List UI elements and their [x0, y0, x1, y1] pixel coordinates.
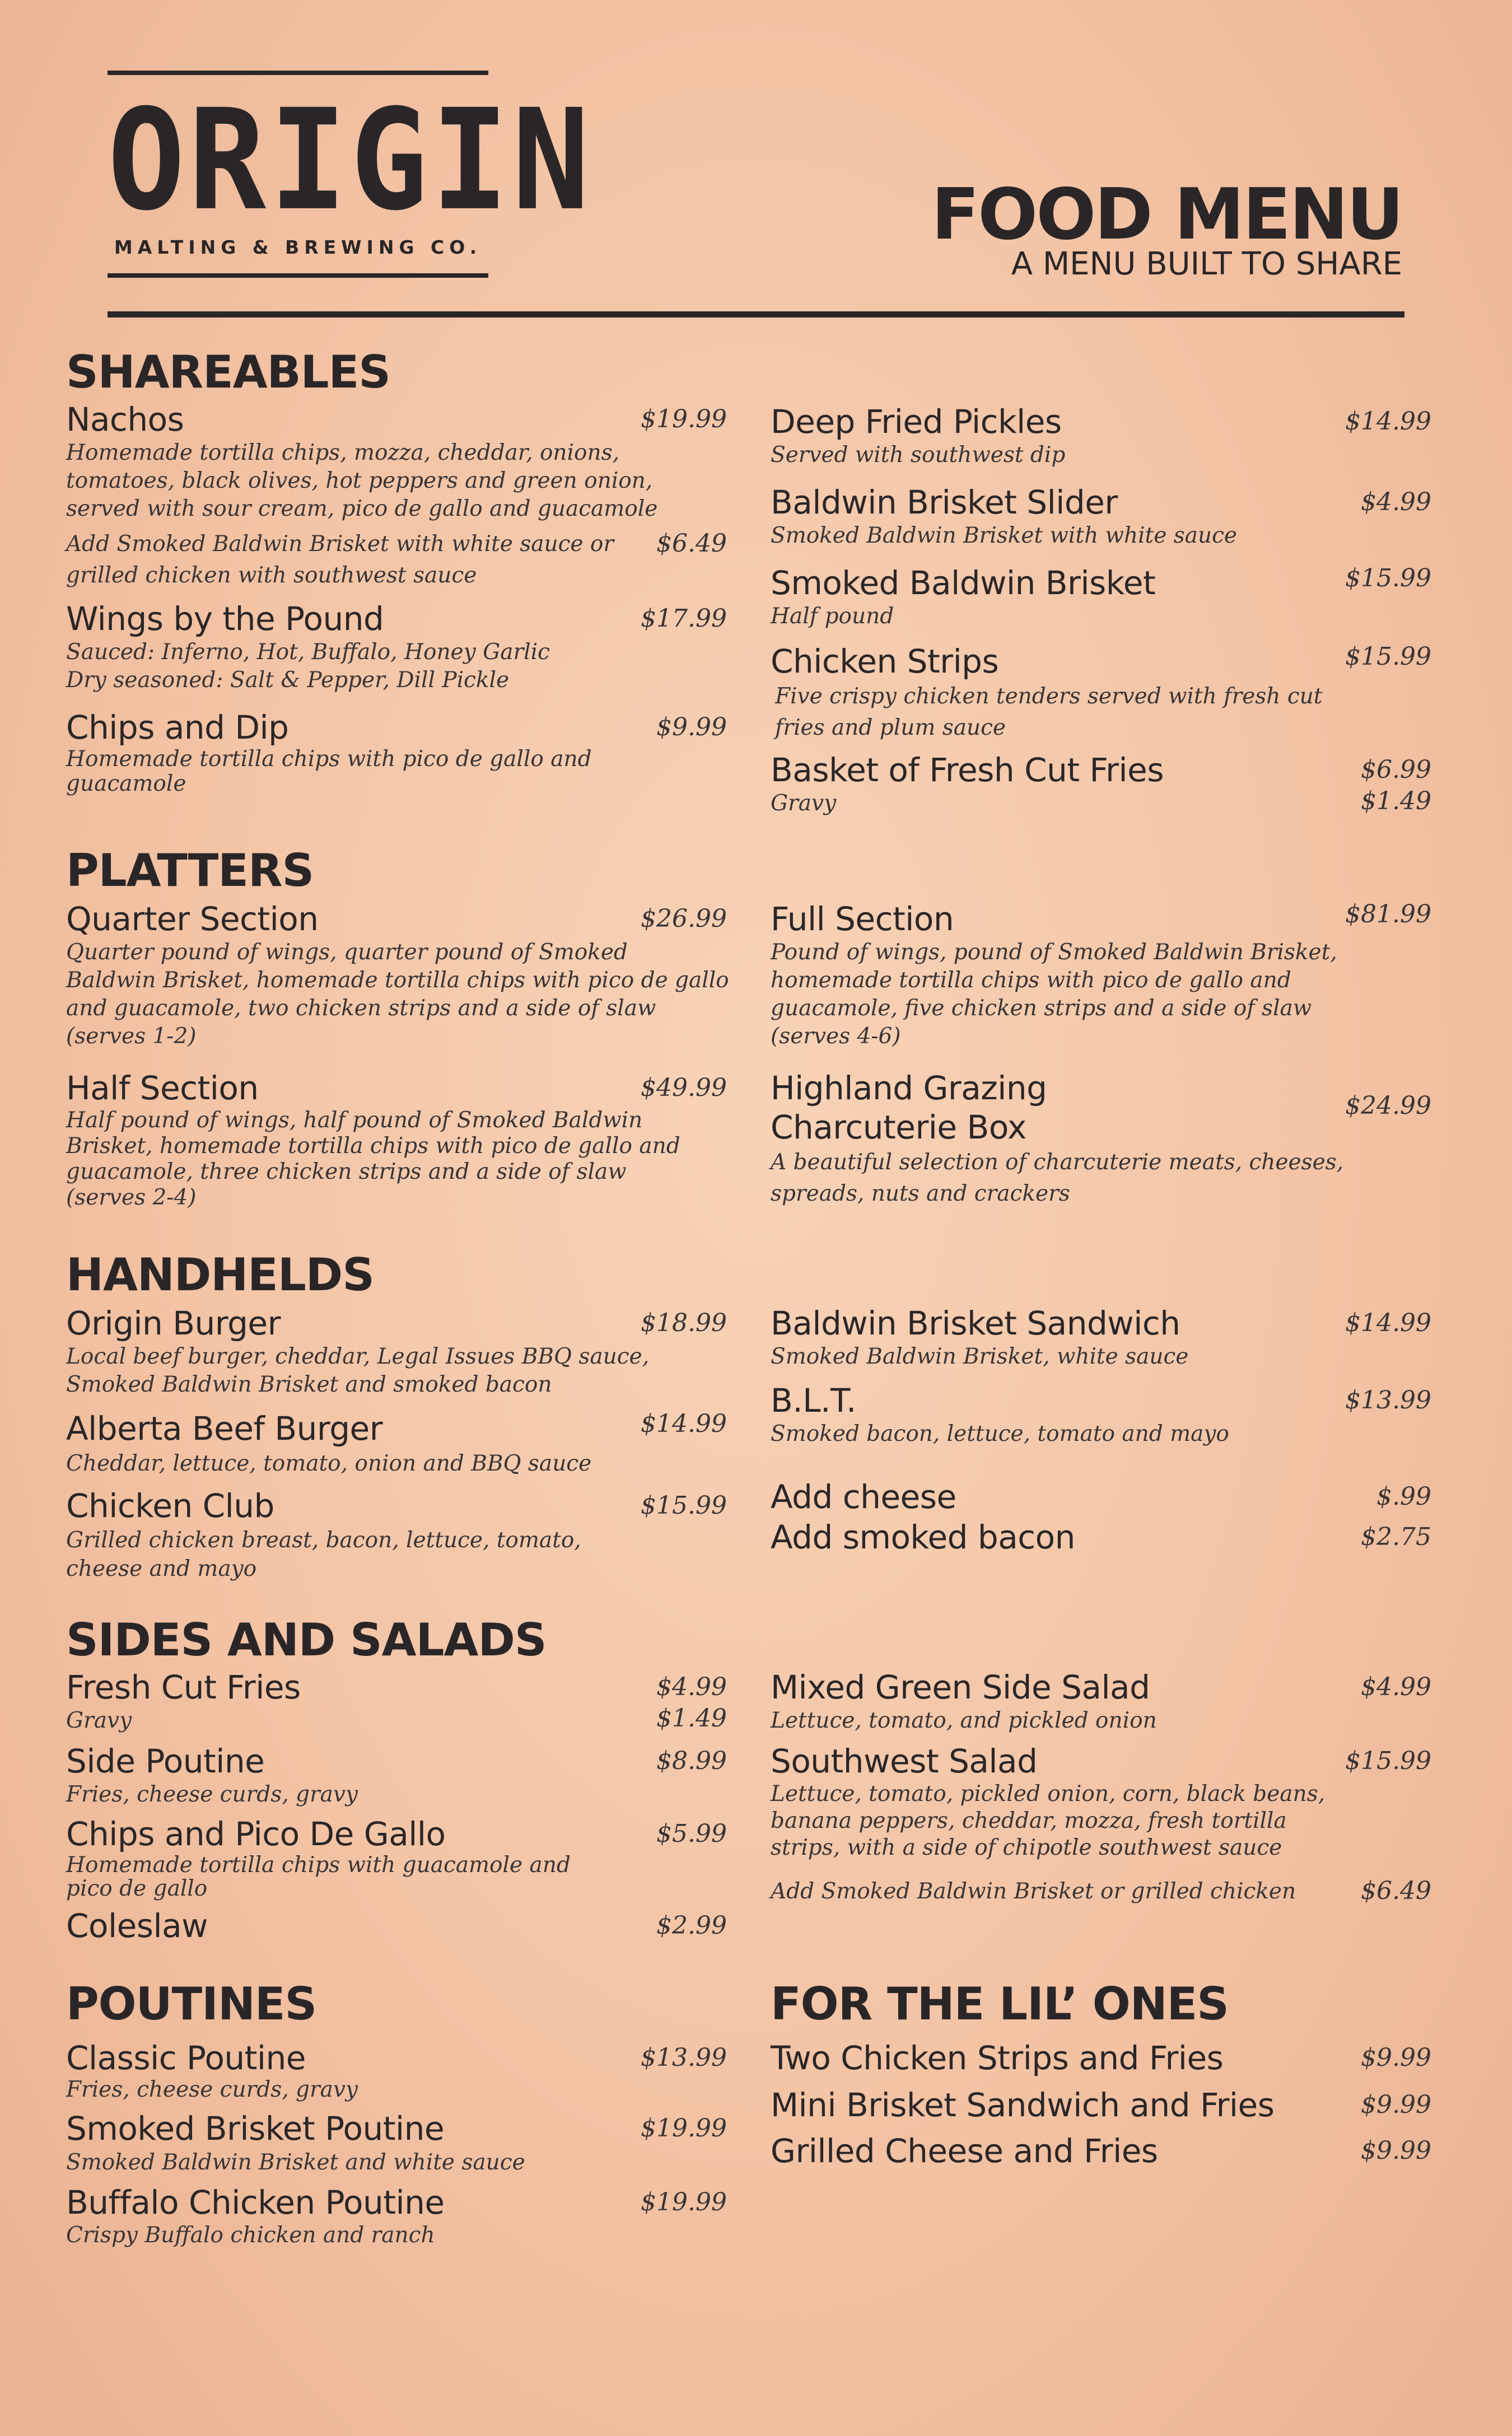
logo-bottom-rule: [108, 273, 488, 278]
item-price: $9.99: [1361, 2043, 1431, 2072]
item-price: $4.99: [1361, 488, 1431, 516]
item-name: Coleslaw: [66, 1907, 208, 1945]
section-heading-handhelds: HANDHELDS: [66, 1249, 374, 1301]
item-price: $2.75: [1361, 1523, 1431, 1551]
item-desc: (serves 1-2): [66, 1024, 197, 1049]
item-name: Half Section: [66, 1069, 259, 1107]
item-name: Baldwin Brisket Sandwich: [771, 1304, 1180, 1342]
menu-item-nachos: [66, 400, 727, 523]
item-desc: Fries, cheese curds, gravy: [66, 1782, 358, 1807]
item-desc: pico de gallo: [66, 1876, 208, 1901]
section-heading-shareables: SHAREABLES: [66, 346, 390, 398]
item-name: Baldwin Brisket Slider: [771, 483, 1118, 521]
item-desc: Gravy: [66, 1708, 132, 1733]
item-price: $18.99: [641, 1309, 727, 1337]
item-desc: Dry seasoned: Salt & Pepper, Dill Pickle: [66, 668, 510, 693]
item-name: Nachos: [66, 400, 184, 438]
item-desc: Baldwin Brisket, homemade tortilla chips with pico de gallo: [66, 968, 729, 993]
item-desc: Smoked Baldwin Brisket with white sauce: [771, 523, 1238, 548]
menu-item-coleslaw: [66, 1906, 727, 1945]
item-price: $.99: [1376, 1482, 1431, 1511]
origin-logo: [108, 71, 593, 282]
item-price: $13.99: [641, 2043, 727, 2072]
menu-item-brisket-sandwich: [771, 1304, 1431, 1371]
item-name: Side Poutine: [66, 1742, 265, 1780]
item-name: Mini Brisket Sandwich and Fries: [771, 2086, 1275, 2124]
item-name: B.L.T.: [771, 1382, 856, 1420]
item-desc: Smoked Baldwin Brisket and smoked bacon: [66, 1372, 552, 1397]
item-name: Full Section: [771, 900, 954, 938]
menu-item-fresh-fries: [66, 1668, 727, 1735]
item-desc: Half pound of wings, half pound of Smoked Baldwin: [66, 1108, 643, 1133]
item-desc: Smoked Baldwin Brisket and white sauce: [66, 2150, 525, 2175]
menu-addon-bacon: [771, 1518, 1431, 1557]
item-desc: Quarter pound of wings, quarter pound of Smoked: [66, 940, 628, 965]
menu-addon-salad: [771, 1876, 1431, 1907]
item-name: Add cheese: [771, 1478, 956, 1516]
item-name: Smoked Baldwin Brisket: [771, 564, 1156, 602]
item-price: $9.99: [1361, 2090, 1431, 2119]
item-name: Add smoked bacon: [771, 1518, 1075, 1556]
item-desc: Smoked Baldwin Brisket, white sauce: [771, 1344, 1189, 1369]
menu-item-kids-grilled-cheese: [771, 2131, 1431, 2171]
item-desc: Local beef burger, cheddar, Legal Issues BBQ sauce,: [66, 1344, 650, 1369]
menu-item-brisket-poutine: [66, 2109, 727, 2177]
item-name: Classic Poutine: [66, 2039, 306, 2077]
item-desc: Cheddar, lettuce, tomato, onion and BBQ sauce: [66, 1451, 592, 1476]
section-heading-sides-salads: SIDES AND SALADS: [66, 1614, 547, 1666]
item-price: $49.99: [641, 1074, 727, 1102]
item-desc: served with sour cream, pico de gallo and guacamole: [66, 496, 658, 521]
item-price: $6.99: [1361, 755, 1431, 784]
item-price: $14.99: [641, 1410, 727, 1438]
menu-item-kids-strips: [771, 2038, 1431, 2078]
item-price: $14.99: [1345, 407, 1431, 436]
addon-price: $6.49: [1361, 1877, 1431, 1905]
item-desc: Grilled chicken breast, bacon, lettuce, tomato,: [66, 1528, 581, 1553]
page-subtitle: A MENU BUILT TO SHARE: [1011, 246, 1402, 282]
item-name: Highland Grazing: [771, 1069, 1047, 1107]
menu-addon-nachos: [66, 529, 727, 591]
menu-item-green-salad: [771, 1668, 1431, 1735]
menu-item-charcuterie-box: [771, 1068, 1431, 1210]
menu-item-chips-dip: [66, 708, 727, 796]
item-desc: Sauced: Inferno, Hot, Buffalo, Honey Garlic: [66, 640, 550, 665]
item-desc: Crispy Buffalo chicken and ranch: [66, 2223, 435, 2248]
item-desc: A beautiful selection of charcuterie meats, cheeses,: [771, 1150, 1344, 1175]
item-price: $9.99: [656, 713, 727, 741]
item-desc: Homemade tortilla chips with pico de gallo and: [66, 746, 592, 772]
item-desc: fries and plum sauce: [775, 715, 1006, 740]
item-price: $19.99: [641, 2114, 727, 2143]
item-name: Southwest Salad: [771, 1742, 1038, 1780]
item-name: Origin Burger: [66, 1304, 281, 1342]
item-price: $19.99: [641, 405, 727, 433]
logo-tagline: MALTING & BREWING CO.: [114, 236, 482, 258]
menu-item-kids-brisket: [771, 2085, 1431, 2125]
page-title: FOOD MENU: [931, 173, 1402, 255]
menu-item-half-section: [66, 1068, 727, 1211]
item-price: $81.99: [1345, 900, 1431, 928]
menu-addon-cheese: [771, 1477, 1431, 1516]
item-name: Mixed Green Side Salad: [771, 1668, 1150, 1706]
item-desc: guacamole: [66, 771, 186, 796]
section-heading-poutines: POUTINES: [66, 1978, 317, 2030]
item-price: $17.99: [641, 604, 727, 633]
menu-item-classic-poutine: [66, 2038, 727, 2102]
item-price-extra: $1.49: [1361, 787, 1431, 815]
menu-item-fries-basket: [771, 750, 1431, 818]
item-price: $19.99: [641, 2188, 727, 2216]
item-desc: (serves 4-6): [771, 1024, 901, 1049]
addon-desc: Add Smoked Baldwin Brisket with white sauce or: [66, 531, 614, 557]
item-price: $15.99: [641, 1491, 727, 1520]
item-desc: Smoked bacon, lettuce, tomato and mayo: [771, 1421, 1229, 1446]
item-desc: Lettuce, tomato, and pickled onion: [771, 1708, 1157, 1733]
item-desc: banana peppers, cheddar, mozza, fresh tortilla: [771, 1808, 1287, 1833]
item-price: $9.99: [1361, 2136, 1431, 2165]
item-desc: Pound of wings, pound of Smoked Baldwin Brisket,: [771, 940, 1337, 965]
item-desc: spreads, nuts and crackers: [771, 1181, 1070, 1206]
item-desc: cheese and mayo: [66, 1556, 257, 1581]
menu-item-alberta-burger: [66, 1409, 727, 1480]
menu-item-origin-burger: [66, 1304, 727, 1399]
item-name: Two Chicken Strips and Fries: [771, 2039, 1224, 2077]
addon-price: $6.49: [656, 529, 727, 558]
item-name: Grilled Cheese and Fries: [771, 2132, 1158, 2170]
item-name: Chips and Dip: [66, 708, 289, 746]
item-desc: Five crispy chicken tenders served with fresh cut: [775, 684, 1323, 709]
menu-item-southwest-salad: [771, 1742, 1431, 1861]
item-price: $15.99: [1345, 564, 1431, 592]
addon-desc: Add Smoked Baldwin Brisket or grilled chicken: [771, 1879, 1296, 1904]
item-desc: strips, with a side of chipotle southwest sauce: [771, 1835, 1282, 1860]
item-price: $14.99: [1345, 1309, 1431, 1337]
item-desc: tomatoes, black olives, hot peppers and green onion,: [66, 468, 653, 493]
item-desc: guacamole, three chicken strips and a side of slaw: [66, 1159, 627, 1184]
item-price: $13.99: [1345, 1386, 1431, 1415]
item-price: $15.99: [1345, 642, 1431, 671]
menu-item-chicken-strips: [771, 642, 1431, 744]
menu-item-quarter-section: [66, 899, 727, 1051]
title-block: [842, 173, 1402, 282]
item-desc: Gravy: [771, 791, 837, 816]
item-price: $5.99: [656, 1819, 727, 1848]
item-price: $4.99: [656, 1673, 727, 1701]
item-name: Chips and Pico De Gallo: [66, 1815, 446, 1853]
item-price-extra: $1.49: [656, 1704, 727, 1733]
item-name: Chicken Club: [66, 1487, 274, 1525]
item-name: Chicken Strips: [771, 642, 999, 680]
item-desc: Served with southwest dip: [771, 442, 1066, 468]
item-price: $8.99: [656, 1747, 727, 1775]
item-desc: Lettuce, tomato, pickled onion, corn, black beans,: [771, 1781, 1326, 1807]
menu-item-side-poutine: [66, 1742, 727, 1809]
item-name: Buffalo Chicken Poutine: [66, 2183, 445, 2222]
item-desc: Homemade tortilla chips with guacamole and: [66, 1852, 571, 1878]
item-price: $15.99: [1345, 1747, 1431, 1775]
item-name: Smoked Brisket Poutine: [66, 2110, 445, 2148]
menu-item-full-section: [771, 899, 1431, 1051]
item-name: Deep Fried Pickles: [771, 403, 1062, 441]
item-name: Alberta Beef Burger: [66, 1410, 383, 1448]
section-heading-platters: PLATTERS: [66, 844, 314, 897]
item-name: Quarter Section: [66, 900, 319, 938]
item-price: $4.99: [1361, 1673, 1431, 1701]
item-desc: Half pound: [771, 604, 894, 629]
item-desc: and guacamole, two chicken strips and a side of slaw: [66, 996, 656, 1021]
item-desc: Fries, cheese curds, gravy: [66, 2077, 358, 2102]
item-price: $26.99: [641, 904, 727, 933]
menu-item-wings: [66, 599, 727, 694]
menu-item-chicken-club: [66, 1486, 727, 1583]
item-desc: (serves 2-4): [66, 1185, 197, 1210]
addon-desc: grilled chicken with southwest sauce: [66, 563, 477, 588]
logo-top-rule: [108, 71, 488, 75]
menu-item-brisket: [771, 563, 1431, 631]
logo-wordmark: ORIGIN: [108, 80, 593, 242]
menu-item-slider: [771, 483, 1431, 550]
menu-item-pickles: [771, 402, 1431, 469]
menu-item-chips-pico: [66, 1814, 727, 1901]
menu-item-blt: [771, 1381, 1431, 1448]
menu-item-buffalo-poutine: [66, 2183, 727, 2249]
section-heading-kids: FOR THE LIL’ ONES: [771, 1978, 1229, 2030]
item-price: $24.99: [1345, 1091, 1431, 1120]
item-price: $2.99: [656, 1911, 727, 1940]
item-desc: Brisket, homemade tortilla chips with pico de gallo and: [66, 1133, 680, 1159]
item-desc: guacamole, five chicken strips and a side of slaw: [771, 996, 1312, 1021]
item-desc: homemade tortilla chips with pico de gallo and: [771, 968, 1291, 993]
item-name: Wings by the Pound: [66, 600, 384, 638]
item-name: Charcuterie Box: [771, 1108, 1026, 1146]
item-name: Fresh Cut Fries: [66, 1668, 301, 1706]
item-desc: Homemade tortilla chips, mozza, cheddar, onions,: [66, 440, 620, 465]
item-name: Basket of Fresh Cut Fries: [771, 751, 1164, 789]
header-divider: [108, 311, 1404, 318]
